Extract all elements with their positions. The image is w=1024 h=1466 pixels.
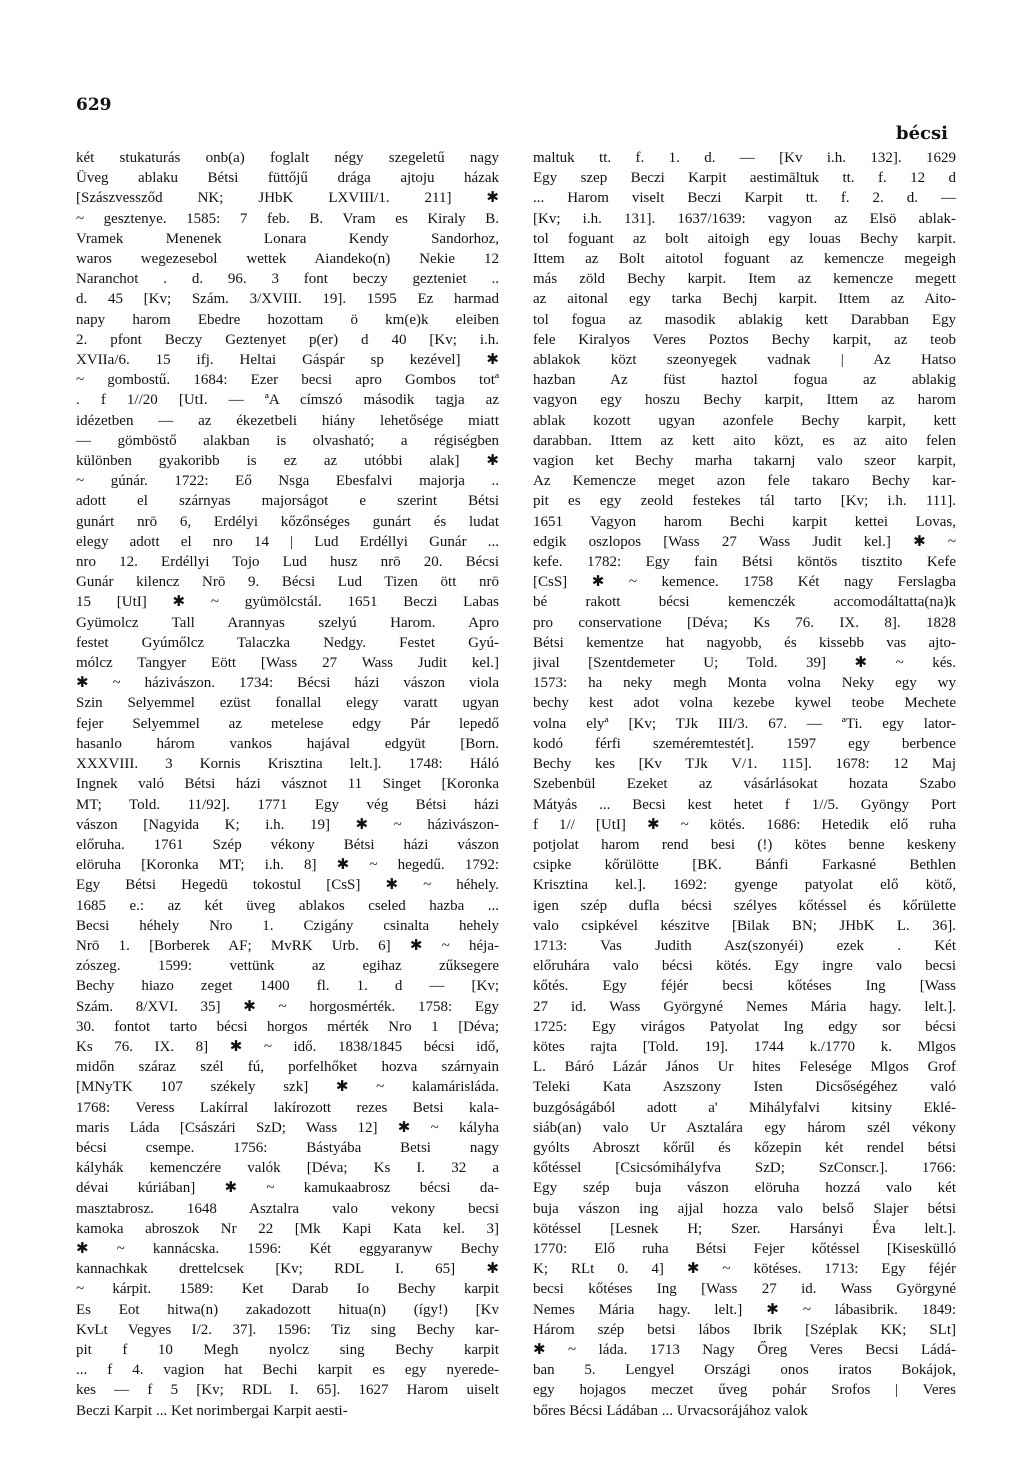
text-line: ✱ ~ házivászon. 1734: Bécsi házi vászon viola	[76, 675, 499, 692]
text-line: kamoka abroszok Nr 22 [Mk Kapi Kata kel. 3]	[76, 1220, 499, 1237]
text-line: gyólts Abroszt kőrűl és kőzepin két rendel bétsi	[533, 1139, 956, 1156]
text-line: 1685 e.: az két üveg ablakos cseled hazba ...	[76, 897, 499, 914]
text-line: Beczi Karpit ... Ket norimbergai Karpit aesti-	[76, 1402, 348, 1419]
text-line: pit f 10 Megh nyolcz sing Bechy karpit	[76, 1341, 499, 1358]
text-line: hasanlo három vankos hajával edgyüt [Born.	[76, 735, 499, 752]
text-line: — gömböstő alakban is olvasható; a régiségben	[76, 432, 499, 449]
text-line: waros wegezesebol wettek Aiandeko(n) Nekie 12	[76, 251, 499, 268]
text-line: 1573: ha neky megh Monta volna Neky egy wy	[533, 675, 956, 692]
text-line: L. Báró Lázár János Ur hites Felesége Mlgos Grof	[533, 1059, 956, 1076]
text-line: Naranchot . d. 96. 3 font beczy gezteniet ..	[76, 271, 499, 288]
text-line: f 1// [UtI] ✱ ~ kötés. 1686: Hetedik elő ruha	[533, 816, 956, 833]
text-line: idézetben — az ékezetbeli hiány lehetősége miatt	[76, 412, 499, 429]
text-line: pit es egy zeold festekes tál tarto [Kv; i.h. 111].	[533, 493, 956, 510]
text-line: Egy szép buja vászon elöruha hozzá valo két	[533, 1180, 956, 1197]
text-line: Ittem az Bolt aitotol foguant az kemencze megeigh	[533, 251, 956, 268]
text-line: Egy Bétsi Hegedü tokostul [CsS] ✱ ~ héhely.	[76, 877, 499, 894]
text-line: Három szép betsi lábos Ibrik [Széplak KK; SLt]	[533, 1321, 956, 1338]
text-line: fejer Selyemmel az metelese edgy Pár lepedő	[76, 715, 499, 732]
text-line: adott el szárnyas majorságot e szerint Bétsi	[76, 493, 499, 510]
text-line: Szám. 8/XVI. 35] ✱ ~ horgosmérték. 1758: Egy	[76, 998, 499, 1015]
text-line: ~ gesztenye. 1585: 7 feb. B. Vram es Kiraly B.	[76, 210, 499, 227]
text-line: nro 12. Erdéllyi Tojo Lud husz nrō 20. Bécsi	[76, 554, 499, 571]
text-line: K; RLt 0. 4] ✱ ~ kötéses. 1713: Egy féjér	[533, 1261, 956, 1278]
text-line: MT; Told. 11/92]. 1771 Egy vég Bétsi házi	[76, 796, 499, 813]
text-line: Egy szep Beczi Karpit aestimāltuk tt. f. 12 d	[533, 170, 956, 187]
text-line: kefe. 1782: Egy fain Bétsi köntös tisztito Kefe	[533, 554, 956, 571]
text-line: Szin Selyemmel ezüst fonallal elegy varatt ugyan	[76, 695, 499, 712]
text-line: ✱ ~ láda. 1713 Nagy Őreg Veres Becsi Ládá-	[533, 1341, 956, 1358]
text-line: Gyümolcz Tall Arannyas szelyú Harom. Apro	[76, 614, 499, 631]
text-line: potjolat harom rend besi (!) kötes benne keskeny	[533, 836, 956, 853]
text-line: Nrō 1. [Borberek AF; MvRK Urb. 6] ✱ ~ héja-	[76, 937, 499, 954]
text-line: Ks 76. IX. 8] ✱ ~ idő. 1838/1845 bécsi idő,	[76, 1038, 499, 1055]
text-line: vagion ket Bechy marha takarnj valo szeor karpit,	[533, 453, 956, 470]
text-line: Bechy hiazo zeget 1400 fl. 1. d — [Kv;	[76, 978, 499, 995]
text-line: ablak kozott ugyan azonfele Bechy karpit, kett	[533, 412, 956, 429]
text-line: ~ gombostű. 1684: Ezer becsi apro Gombos totª	[76, 372, 499, 389]
text-line: 1725: Egy virágos Patyolat Ing edgy sor bécsi	[533, 1018, 956, 1035]
text-line: zószeg. 1599: vettünk az egihaz zűksegere	[76, 958, 499, 975]
text-line: kötes rajta [Told. 19]. 1744 k./1770 k. Mlgos	[533, 1038, 956, 1055]
text-line: [MNyTK 107 székely szk] ✱ ~ kalamárisláda.	[76, 1079, 499, 1096]
text-line: 2. pfont Beczy Geztenyet p(er) d 40 [Kv; i.h.	[76, 331, 499, 348]
right-column	[533, 148, 956, 1421]
text-line: bécsi csempe. 1756: Bástyába Betsi nagy	[76, 1139, 499, 1156]
text-line: 30. fontot tarto bécsi horgos mérték Nro 1 [Déva;	[76, 1018, 499, 1035]
text-line: kes — f 5 [Kv; RDL I. 65]. 1627 Harom uiselt	[76, 1382, 499, 1399]
text-line: gunárt nrō 6, Erdélyi kőzőnséges gunárt és ludat	[76, 513, 499, 530]
text-line: Bechy kes [Kv TJk V/1. 115]. 1678: 12 Maj	[533, 756, 956, 773]
text-line: napy harom Ebedre hozottam ö km(e)k eleiben	[76, 311, 499, 328]
text-line: elegy adott el nro 14 | Lud Erdéllyi Gunár ...	[76, 533, 499, 550]
text-line: Vramek Menenek Lonara Kendy Sandorhoz,	[76, 230, 499, 247]
text-line: kötéssel [Lesnek H; Szer. Harsányi Éva lelt.].	[533, 1220, 956, 1237]
text-line: volna elyª [Kv; TJk III/3. 67. — ªTi. egy lator-	[533, 715, 956, 732]
text-line: dévai kúriában] ✱ ~ kamukaabrosz bécsi da-	[76, 1180, 499, 1197]
dictionary-body	[76, 148, 956, 1421]
text-line: 1651 Vagyon harom Bechi karpit kettei Lovas,	[533, 513, 956, 530]
text-line: kőtéssel [Csicsómihályfva SzD; SzConscr.]. 1766:	[533, 1160, 956, 1177]
text-line: ~ kárpit. 1589: Ket Darab Io Bechy karpit	[76, 1281, 499, 1298]
text-line: Es Eot hitwa(n) zakadozott hitua(n) (így!) [Kv	[76, 1301, 499, 1318]
text-line: elöruha [Koronka MT; i.h. 8] ✱ ~ hegedű. 1792:	[76, 857, 499, 874]
text-line: Krisztina kel.]. 1692: gyenge patyolat elő kötő,	[533, 877, 956, 894]
text-line: midőn száraz szél fú, porfelhőket hozva szárnyain	[76, 1059, 499, 1076]
page-header	[76, 95, 948, 144]
text-line: KvLt Vegyes I/2. 37]. 1596: Tiz sing Bechy kar-	[76, 1321, 499, 1338]
text-line: . f 1//20 [UtI. — ªA címszó második tagja az	[76, 392, 499, 409]
text-line: ✱ ~ kannácska. 1596: Két eggyaranyw Bechy	[76, 1240, 499, 1257]
text-line: Nemes Mária hagy. lelt.] ✱ ~ lábasibrik. 1849:	[533, 1301, 956, 1318]
text-line: bechy kest adot volna kezebe kywel teobe Mechete	[533, 695, 956, 712]
text-line: tol fogua az masodik ablakig kett Darabban Egy	[533, 311, 956, 328]
text-line: Az Kemencze meget azon fele takaro Bechy kar-	[533, 473, 956, 490]
left-column	[76, 148, 499, 1421]
text-line: kodó férfi szeméremtestét]. 1597 egy berbence	[533, 735, 956, 752]
text-line: siáb(an) valo Ur Asztalára egy három szél vékony	[533, 1119, 956, 1136]
text-line: XXXVIII. 3 Kornis Krisztina lelt.]. 1748: Háló	[76, 756, 499, 773]
text-line: Ingnek való Bétsi házi vásznot 11 Singet [Koronka	[76, 776, 499, 793]
text-line: előruha. 1761 Szép vékony Bétsi házi vászon	[76, 836, 499, 853]
text-line: d. 45 [Kv; Szám. 3/XVIII. 19]. 1595 Ez harmad	[76, 291, 499, 308]
text-line: becsi kőtéses Ing [Wass 27 id. Wass Györgyné	[533, 1281, 956, 1298]
text-line: bőres Bécsi Ládában ... Urvacsorájához valok	[533, 1402, 808, 1419]
text-line: Üveg ablaku Bétsi füttőjű drága ajtoju házak	[76, 170, 499, 187]
text-line: kannachkak drettelcsek [Kv; RDL I. 65] ✱	[76, 1261, 499, 1278]
text-line: bé rakott bécsi kemenczék accomodáltatta(na)k	[533, 594, 956, 611]
text-line: XVIIa/6. 15 ifj. Heltai Gáspár sp kezével] ✱	[76, 352, 499, 369]
text-line: [Kv; i.h. 131]. 1637/1639: vagyon az Elsö ablak-	[533, 210, 956, 227]
text-line: festet Gyúmőlcz Talaczka Nedgy. Festet Gyú-	[76, 634, 499, 651]
text-line: mólcz Tangyer Eött [Wass 27 Wass Judit kel.]	[76, 655, 499, 672]
text-line: 1770: Elő ruha Bétsi Fejer kőtéssel [Kiseskülló	[533, 1240, 956, 1257]
text-line: különben gyakoribb is ez az utóbbi alak] ✱	[76, 453, 499, 470]
text-line: jival [Szentdemeter U; Told. 39] ✱ ~ kés.	[533, 655, 956, 672]
text-line: 1768: Veress Lakírral lakírozott rezes Betsi kala-	[76, 1099, 499, 1116]
text-line: buja vászon ing ajjal hozza valo belső Slajer bétsi	[533, 1200, 956, 1217]
text-line: Becsi héhely Nro 1. Czigány csinalta hehely	[76, 917, 499, 934]
text-line: Bétsi kementze hat nagyobb, és kissebb vas ajto-	[533, 634, 956, 651]
page-number: 629	[76, 95, 112, 115]
text-line: maltuk tt. f. 1. d. — [Kv i.h. 132]. 1629	[533, 150, 956, 166]
running-head-word: bécsi	[896, 123, 948, 144]
text-line: kályhák kemenczére valók [Déva; Ks I. 32 a	[76, 1160, 499, 1177]
text-line: fele Kiralyos Veres Poztos Bechy karpit, az teob	[533, 331, 956, 348]
text-line: egy hojagos meczet űveg pohár Srofos | Veres	[533, 1382, 956, 1399]
text-line: pro conservatione [Déva; Ks 76. IX. 8]. 1828	[533, 614, 956, 631]
text-line: maris Láda [Császári SzD; Wass 12] ✱ ~ kályha	[76, 1119, 499, 1136]
text-line: vagyon egy hoszu Bechy karpit, Ittem az harom	[533, 392, 956, 409]
text-line: ~ gúnár. 1722: Eő Nsga Ebesfalvi majorja ..	[76, 473, 499, 490]
text-line: ban 5. Lengyel Országi onos iratos Bokájok,	[533, 1362, 956, 1379]
text-line: igen szép dufla bécsi szélyes kőtéssel és kőrülette	[533, 897, 956, 914]
text-line: buzgóságából adott a' Mihályfalvi kitsiny Eklé-	[533, 1099, 956, 1116]
text-line: Szebenbül Ezeket az vásárlásokat hozata Szabo	[533, 776, 956, 793]
text-line: 1713: Vas Judith Asz(szonyéi) ezek . Két	[533, 937, 956, 954]
text-line: előruhára valo bécsi kötés. Egy ingre valo becsi	[533, 958, 956, 975]
text-line: két stukaturás onb(a) foglalt négy szegeletű nagy	[76, 150, 499, 166]
text-line: 15 [UtI] ✱ ~ gyümölcstál. 1651 Beczi Labas	[76, 594, 499, 611]
text-line: valo csipkével készitve [Bilak BN; JHbK L. 36].	[533, 917, 956, 934]
text-line: Teleki Kata Aszszony Isten Dicsőségéhez való	[533, 1079, 956, 1096]
text-line: vászon [Nagyida K; i.h. 19] ✱ ~ házivászon-	[76, 816, 499, 833]
text-line: 27 id. Wass Györgyné Nemes Mária hagy. lelt.].	[533, 998, 956, 1015]
text-line: masztabrosz. 1648 Asztalra valo vekony becsi	[76, 1200, 499, 1217]
text-line: [Szászvessződ NK; JHbK LXVIII/1. 211] ✱	[76, 190, 499, 207]
text-line: hazban Az füst haztol fogua az ablakig	[533, 372, 956, 389]
text-line: ... Harom viselt Beczi Karpit tt. f. 2. d. —	[533, 190, 956, 207]
text-line: edgik oszlopos [Wass 27 Wass Judit kel.] ✱ ~	[533, 533, 956, 550]
text-line: más zöld Bechy karpit. Item az kemencze megett	[533, 271, 956, 288]
text-line: az aitonal egy tarka Bechj karpit. Ittem az Aito-	[533, 291, 956, 308]
text-line: [CsS] ✱ ~ kemence. 1758 Két nagy Ferslagba	[533, 574, 956, 591]
text-line: darabban. Ittem az kett aito közt, es az aito felen	[533, 432, 956, 449]
text-line: Mátyás ... Becsi kest hetet f 1//5. Gyöngy Port	[533, 796, 956, 813]
text-line: csipke kőrülötte [BK. Bánfi Farkasné Bethlen	[533, 857, 956, 874]
text-line: ... f 4. vagion hat Bechi karpit es egy nyerede-	[76, 1362, 499, 1379]
text-line: Gunár kilencz Nrō 9. Bécsi Lud Tizen ött nrō	[76, 574, 499, 591]
text-line: kőtés. Egy féjér becsi kőtéses Ing [Wass	[533, 978, 956, 995]
text-line: tol foguant az bolt aitoigh egy louas Bechy karpit.	[533, 230, 956, 247]
text-line: ablakok közt szeonyegek vadnak | Az Hatso	[533, 352, 956, 369]
